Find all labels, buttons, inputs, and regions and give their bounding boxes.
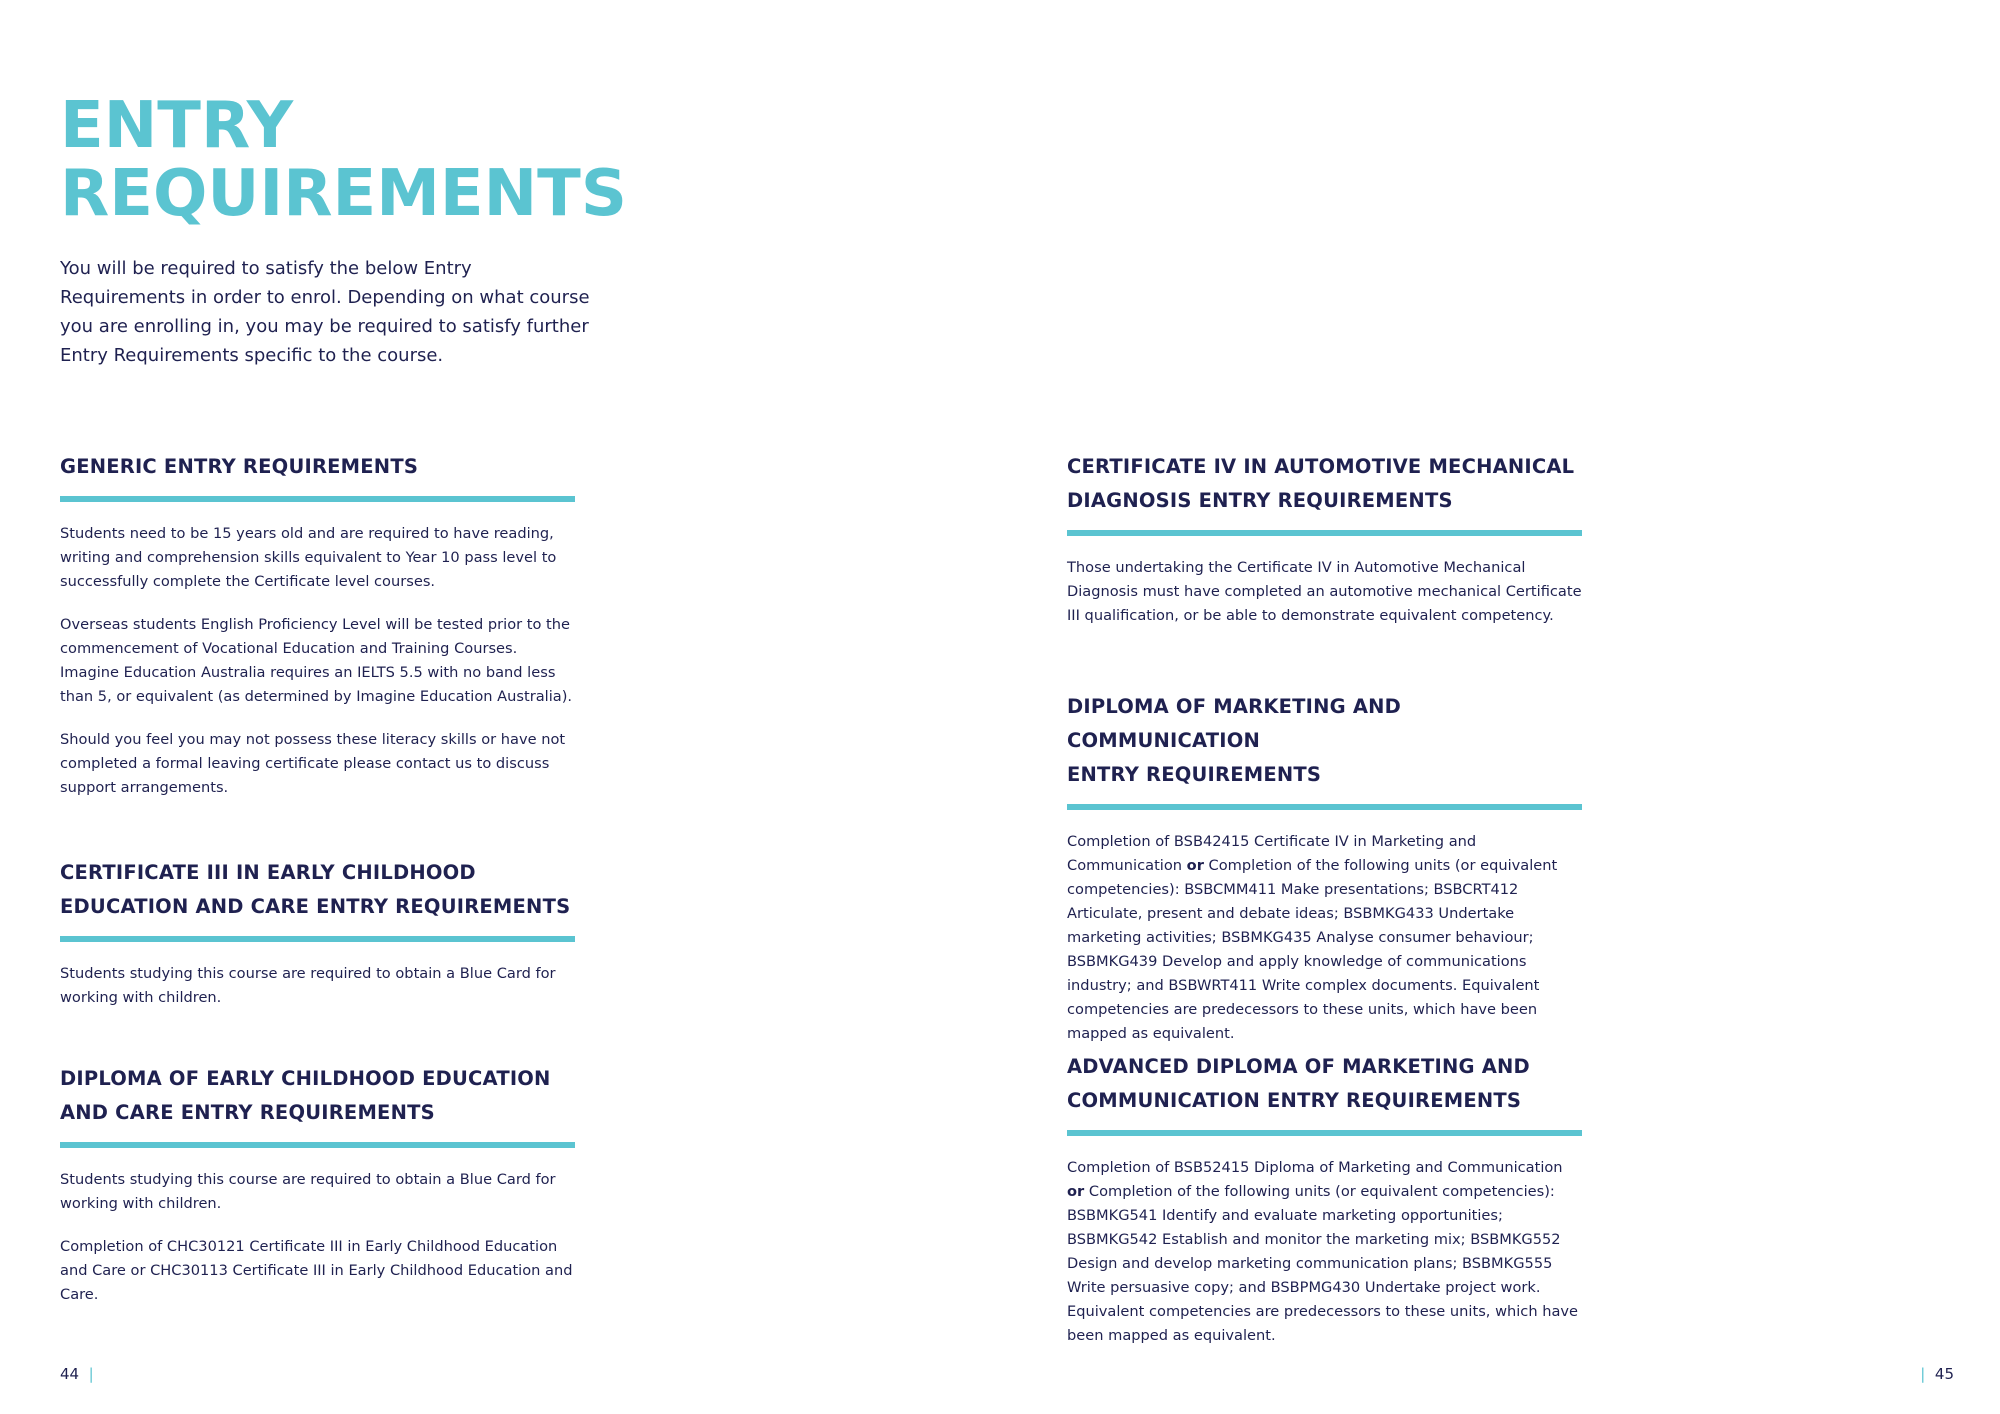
page-separator: |: [1920, 1365, 1926, 1383]
heading-line: DIPLOMA OF MARKETING AND COMMUNICATION: [1067, 695, 1402, 752]
heading-line: EDUCATION AND CARE ENTRY REQUIREMENTS: [60, 895, 571, 918]
paragraph-start: Completion of BSB42415 Certificate IV in Marketing and Communication: [1067, 833, 1477, 874]
heading-line: DIAGNOSIS ENTRY REQUIREMENTS: [1067, 489, 1453, 512]
diploma-early-childhood-section: [60, 1062, 575, 1326]
paragraph: Students studying this course are required to obtain a Blue Card for working with children.: [60, 1171, 556, 1212]
section-heading: [60, 856, 575, 924]
heading-line: CERTIFICATE III IN EARLY CHILDHOOD: [60, 861, 476, 884]
heading-line: AND CARE ENTRY REQUIREMENTS: [60, 1101, 435, 1124]
section-heading: [60, 450, 575, 484]
page-number-right: [1920, 1364, 1954, 1384]
heading-line: ENTRY REQUIREMENTS: [1067, 763, 1322, 786]
page-title-line-1: ENTRY: [60, 89, 294, 163]
page-number: 45: [1934, 1365, 1954, 1383]
section-divider: [1067, 530, 1582, 536]
paragraph-start: Completion of BSB52415 Diploma of Marketing and Communication: [1067, 1159, 1563, 1176]
heading-line: GENERIC ENTRY REQUIREMENTS: [60, 455, 419, 478]
section-divider: [60, 496, 575, 502]
paragraph-rest: Completion of the following units (or equivalent competencies): BSBMKG541 Identify and evaluate marketing opportunities; BSBMKG542 Establish and monitor the marketing mix; BSBMKG552 Design and develop marketing communication plans; BSBMKG555 Write persuasive copy; and BSBPMG430 Undertake project work. Equivalent competencies are predecessors to these units, which have been mapped as equivalent.: [1067, 1183, 1579, 1344]
section-divider: [60, 1142, 575, 1148]
intro-paragraph: You will be required to satisfy the below Entry Requirements in order to enrol. Depending on what course you are enrolling in, you may be required to satisfy further Entry Requirements specific to the course.: [60, 258, 590, 366]
section-heading: [1067, 690, 1582, 792]
paragraph: [1067, 1156, 1582, 1348]
cert3-early-childhood-section: [60, 856, 575, 1029]
paragraph: [1067, 830, 1582, 1046]
paragraph: Should you feel you may not possess these literacy skills or have not completed a formal leaving certificate please contact us to discuss support arrangements.: [60, 731, 566, 796]
heading-line: COMMUNICATION ENTRY REQUIREMENTS: [1067, 1089, 1522, 1112]
section-heading: [1067, 1050, 1582, 1118]
section-heading: [1067, 450, 1582, 518]
heading-line: CERTIFICATE IV IN AUTOMOTIVE MECHANICAL: [1067, 455, 1575, 478]
or-emphasis: or: [1067, 1183, 1085, 1200]
section-divider: [60, 936, 575, 942]
paragraph: Students need to be 15 years old and are required to have reading, writing and comprehension skills equivalent to Year 10 pass level to successfully complete the Certificate level courses.: [60, 525, 557, 590]
generic-entry-section: [60, 450, 575, 819]
section-divider: [1067, 1130, 1582, 1136]
or-emphasis: or: [1186, 857, 1204, 874]
paragraph: Completion of CHC30121 Certificate III in Early Childhood Education and Care or CHC30113 Certificate III in Early Childhood Education and Care.: [60, 1238, 573, 1303]
paragraph-rest: Completion of the following units (or equivalent competencies): BSBCMM411 Make presentations; BSBCRT412 Articulate, present and debate ideas; BSBMKG433 Undertake marketing activities; BSBMKG435 Analyse consumer behaviour; BSBMKG439 Develop and apply knowledge of communications industry; and BSBWRT411 Write complex documents. Equivalent competencies are predecessors to these units, which have been mapped as equivalent.: [1067, 857, 1558, 1042]
paragraph: Overseas students English Proficiency Level will be tested prior to the commencement of Vocational Education and Training Courses. Imagine Education Australia requires an IELTS 5.5 with no band less than 5, or equivalent (as determined by Imagine Education Australia).: [60, 616, 573, 705]
cert4-automotive-section: [1067, 450, 1582, 647]
advanced-diploma-marketing-section: [1067, 1050, 1582, 1367]
section-divider: [1067, 804, 1582, 810]
page-number: 44: [60, 1365, 80, 1383]
paragraph: Those undertaking the Certificate IV in Automotive Mechanical Diagnosis must have completed an automotive mechanical Certificate III qualification, or be able to demonstrate equivalent competency.: [1067, 559, 1582, 624]
heading-line: ADVANCED DIPLOMA OF MARKETING AND: [1067, 1055, 1530, 1078]
heading-line: DIPLOMA OF EARLY CHILDHOOD EDUCATION: [60, 1067, 551, 1090]
page-title: [60, 89, 627, 231]
page-title-line-2: REQUIREMENTS: [60, 157, 627, 231]
page-separator: |: [88, 1365, 94, 1383]
diploma-marketing-section: [1067, 690, 1582, 1065]
section-heading: [60, 1062, 575, 1130]
paragraph: Students studying this course are required to obtain a Blue Card for working with children.: [60, 965, 556, 1006]
page-number-left: [60, 1364, 94, 1384]
